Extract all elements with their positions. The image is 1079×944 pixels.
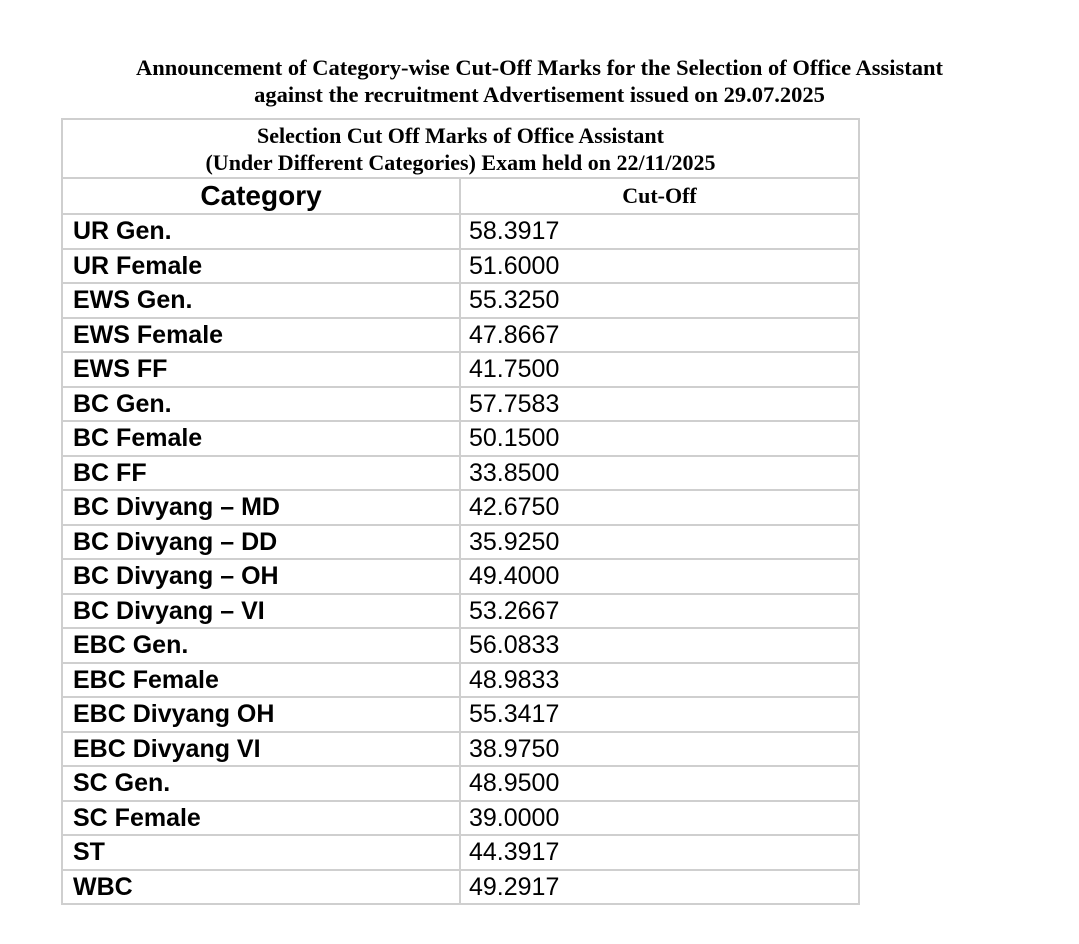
table-row	[62, 318, 859, 353]
cutoff-cell: 57.7583	[460, 387, 859, 422]
cutoff-cell: 49.2917	[460, 870, 859, 905]
heading-line-2: against the recruitment Advertisement issued on 29.07.2025	[254, 82, 825, 107]
table-row	[62, 628, 859, 663]
announcement-heading	[0, 54, 1079, 108]
table-caption	[62, 119, 859, 178]
table-row	[62, 283, 859, 318]
cutoff-cell: 58.3917	[460, 214, 859, 249]
cutoff-cell: 51.6000	[460, 249, 859, 284]
cutoff-cell: 55.3417	[460, 697, 859, 732]
category-cell: WBC	[62, 870, 460, 905]
column-header-category: Category	[62, 178, 460, 214]
table-caption-line-1: Selection Cut Off Marks of Office Assistant	[257, 122, 664, 148]
table-caption-line-2: (Under Different Categories) Exam held on 22/11/2025	[205, 149, 716, 175]
cutoff-cell: 48.9833	[460, 663, 859, 698]
category-cell: EBC Gen.	[62, 628, 460, 663]
table-row	[62, 387, 859, 422]
category-cell: EBC Divyang VI	[62, 732, 460, 767]
cutoff-cell: 53.2667	[460, 594, 859, 629]
table-row	[62, 766, 859, 801]
category-cell: BC Divyang – MD	[62, 490, 460, 525]
table-row	[62, 352, 859, 387]
category-cell: BC Female	[62, 421, 460, 456]
heading-line-1: Announcement of Category-wise Cut-Off Marks for the Selection of Office Assistant	[136, 55, 943, 80]
table-row	[62, 559, 859, 594]
category-cell: BC Divyang – OH	[62, 559, 460, 594]
cutoff-cell: 44.3917	[460, 835, 859, 870]
cutoff-cell: 48.9500	[460, 766, 859, 801]
cutoff-cell: 35.9250	[460, 525, 859, 560]
table-row	[62, 249, 859, 284]
table-row	[62, 421, 859, 456]
category-cell: BC Gen.	[62, 387, 460, 422]
cutoff-cell: 38.9750	[460, 732, 859, 767]
category-cell: EWS Female	[62, 318, 460, 353]
table-row	[62, 835, 859, 870]
table-caption-row	[62, 119, 859, 178]
table-row	[62, 525, 859, 560]
table-row	[62, 732, 859, 767]
table-row	[62, 490, 859, 525]
cutoff-cell: 47.8667	[460, 318, 859, 353]
table-row	[62, 697, 859, 732]
column-header-cutoff: Cut-Off	[460, 178, 859, 214]
category-cell: BC Divyang – DD	[62, 525, 460, 560]
cutoff-cell: 39.0000	[460, 801, 859, 836]
table-row	[62, 594, 859, 629]
category-cell: SC Gen.	[62, 766, 460, 801]
table-row	[62, 870, 859, 905]
cutoff-table	[61, 118, 860, 905]
cutoff-cell: 50.1500	[460, 421, 859, 456]
table-row	[62, 214, 859, 249]
category-cell: UR Gen.	[62, 214, 460, 249]
category-cell: EWS FF	[62, 352, 460, 387]
cutoff-cell: 55.3250	[460, 283, 859, 318]
cutoff-cell: 33.8500	[460, 456, 859, 491]
table-row	[62, 801, 859, 836]
category-cell: EWS Gen.	[62, 283, 460, 318]
cutoff-cell: 41.7500	[460, 352, 859, 387]
category-cell: EBC Divyang OH	[62, 697, 460, 732]
category-cell: BC Divyang – VI	[62, 594, 460, 629]
table-row	[62, 663, 859, 698]
cutoff-cell: 49.4000	[460, 559, 859, 594]
category-cell: BC FF	[62, 456, 460, 491]
category-cell: ST	[62, 835, 460, 870]
category-cell: EBC Female	[62, 663, 460, 698]
category-cell: SC Female	[62, 801, 460, 836]
cutoff-cell: 56.0833	[460, 628, 859, 663]
table-row	[62, 456, 859, 491]
category-cell: UR Female	[62, 249, 460, 284]
cutoff-cell: 42.6750	[460, 490, 859, 525]
table-header-row	[62, 178, 859, 214]
